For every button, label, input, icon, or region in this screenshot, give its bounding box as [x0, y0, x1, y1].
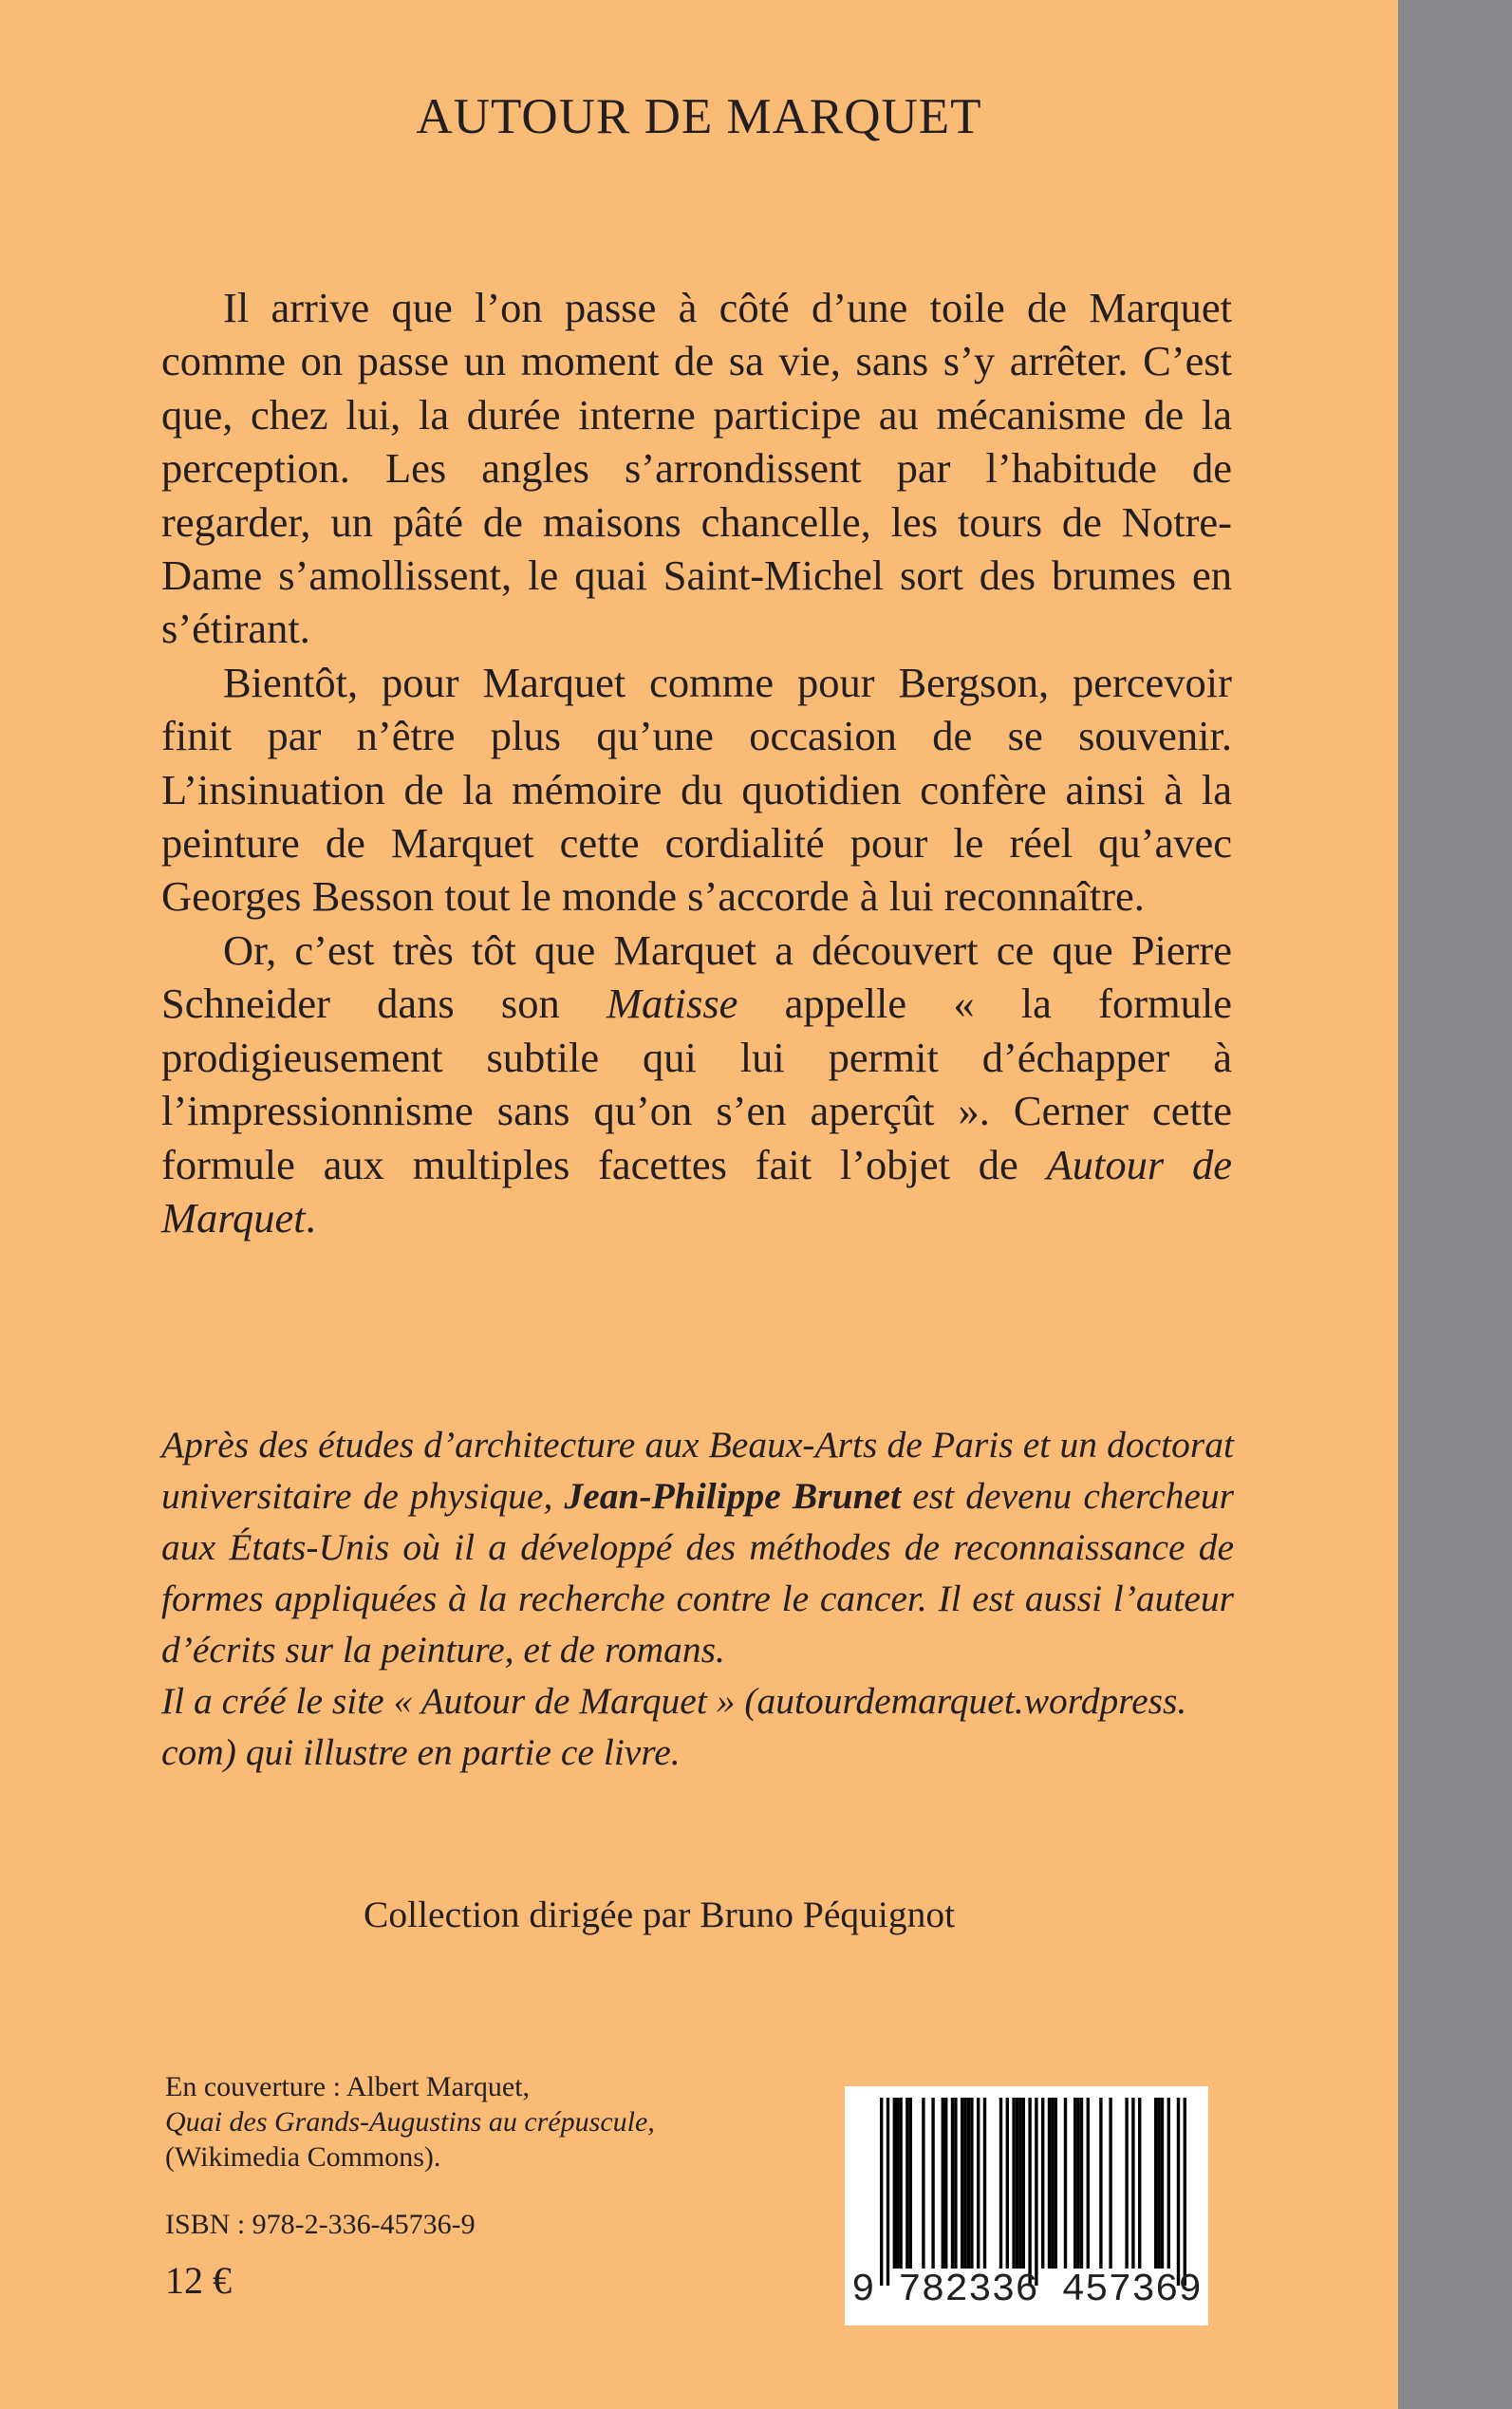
barcode-bar [963, 2098, 966, 2269]
barcode-bar [1028, 2098, 1031, 2286]
barcode-bar [1109, 2098, 1111, 2269]
barcode-bar [1012, 2098, 1015, 2269]
barcode-bar [896, 2098, 899, 2269]
barcode-bar [1184, 2098, 1186, 2286]
barcode-bar [944, 2098, 947, 2269]
barcode-digits: 9 782336 457369 [850, 2269, 1203, 2312]
barcode-bar [1138, 2098, 1141, 2269]
barcode-bar [887, 2098, 889, 2286]
barcode-bar [893, 2098, 896, 2269]
barcode-bar [961, 2098, 963, 2269]
barcode-bar [1131, 2098, 1134, 2269]
barcode-bar [1154, 2098, 1157, 2269]
blurb-paragraph-3 [161, 924, 1232, 1244]
barcode-bar [1016, 2098, 1018, 2269]
credit-line-artwork: Quai des Grands-Augustins au crépuscule, [165, 2106, 655, 2138]
barcode-bar [909, 2098, 912, 2269]
barcode-bar [1125, 2098, 1128, 2269]
price: 12 € [165, 2259, 232, 2302]
collection-director: Collection dirigée par Bruno Péquignot [364, 1894, 956, 1935]
barcode-bar [899, 2098, 902, 2269]
barcode-bar [1080, 2098, 1083, 2269]
bio-paragraph-2 [161, 1675, 1234, 1778]
bio-website-line-end: com) qui illustre en partie ce livre. [161, 1731, 681, 1773]
bio-website-line: Il a créé le site « Autour de Marquet » (autourdemarquet.wordpress. [161, 1680, 1187, 1722]
blurb-paragraph-1: Il arrive que l’on passe à côté d’une toile de Marquet comme on passe un moment de sa vie, sans s’y arrêter. C’est que, chez lui, la durée interne participe au mécanisme de la perception. Les angles s’arrondissent par l’habitude de regarder, un pâté de maisons chancelle, les tours de Notre-Dame s’amollissent, le quai Saint-Michel sort des brumes en s’étirant. [161, 284, 1232, 653]
book-spine [1398, 0, 1512, 2409]
blurb-p3-end: . [305, 1193, 316, 1242]
barcode-bar [1087, 2098, 1090, 2269]
barcode-bar [942, 2098, 944, 2269]
barcode-bar [1167, 2098, 1170, 2269]
barcode-bar [1051, 2098, 1054, 2269]
barcode-bar [1048, 2098, 1051, 2269]
barcode-bar [1099, 2098, 1102, 2269]
bio-paragraph-1 [161, 1419, 1234, 1675]
blurb-p3-text-a: Or, c’est très tôt que Marquet a découvert ce que Pierre Schneider dans son [161, 925, 1232, 1028]
barcode [845, 2086, 1208, 2325]
blurb-book-reference: Matisse [606, 980, 738, 1028]
barcode-bar [1022, 2098, 1025, 2269]
bio-text-before: Après des études d’architecture aux Beaux-Arts de Paris et un doctorat universitaire de physique, [161, 1424, 1234, 1517]
isbn: ISBN : 978-2-336-45736-9 [165, 2209, 476, 2240]
barcode-bar [999, 2098, 1002, 2269]
barcode-bar [954, 2098, 957, 2269]
barcode-bar [1073, 2098, 1076, 2269]
blurb-p3-text-b: appelle « la formule prodigieusement subtile qui lui permit d’échapper à l’impressionnisme sans qu’on s’en aperçût ». Cerner cette formule aux multiples facettes fait l’objet de [161, 980, 1232, 1188]
barcode-bar [1177, 2098, 1180, 2286]
author-name: Jean-Philippe Brunet [564, 1475, 902, 1517]
barcode-bar [970, 2098, 973, 2269]
barcode-bar [1055, 2098, 1057, 2269]
credit-line-artist: En couverture : Albert Marquet, [165, 2071, 531, 2102]
barcode-bar [922, 2098, 924, 2269]
blurb-paragraph-2: Bientôt, pour Marquet comme pour Bergson, percevoir finit par n’être plus qu’une occasion de se souvenir. L’insinuation de la mémoire du quotidien confère ainsi à la peinture de Marquet cette cordialité pour le réel qu’avec Georges Besson tout le monde s’accorde à lui reconnaître. [161, 658, 1232, 921]
barcode-bar [905, 2098, 908, 2269]
cover-credits [165, 2069, 655, 2175]
barcode-bar [931, 2098, 934, 2269]
book-title: AUTOUR DE MARQUET [416, 89, 982, 144]
barcode-bar [1006, 2098, 1009, 2269]
book-blurb [161, 281, 1232, 1244]
barcode-bar [1064, 2098, 1067, 2269]
barcode-bar [1041, 2098, 1044, 2269]
barcode-bar [967, 2098, 970, 2269]
barcode-bar [983, 2098, 986, 2269]
author-bio [161, 1419, 1234, 1778]
barcode-bar [1035, 2098, 1037, 2286]
barcode-bar [1076, 2098, 1079, 2269]
barcode-bar [977, 2098, 980, 2269]
barcode-bar [1157, 2098, 1160, 2269]
credit-line-source: (Wikimedia Commons). [165, 2141, 441, 2173]
barcode-bar [1018, 2098, 1021, 2269]
barcode-bar [880, 2098, 883, 2286]
barcode-bar [1161, 2098, 1164, 2269]
blurb-title-reference: Autour de Marquet [161, 1140, 1232, 1242]
bio-text-after: est devenu chercheur aux États-Unis où il a développé des méthodes de reconnaissance de formes appliquées à la recherche contre le cancer. Il est aussi l’auteur d’écrits sur la peinture, et de romans. [161, 1475, 1234, 1671]
barcode-bar [951, 2098, 954, 2269]
